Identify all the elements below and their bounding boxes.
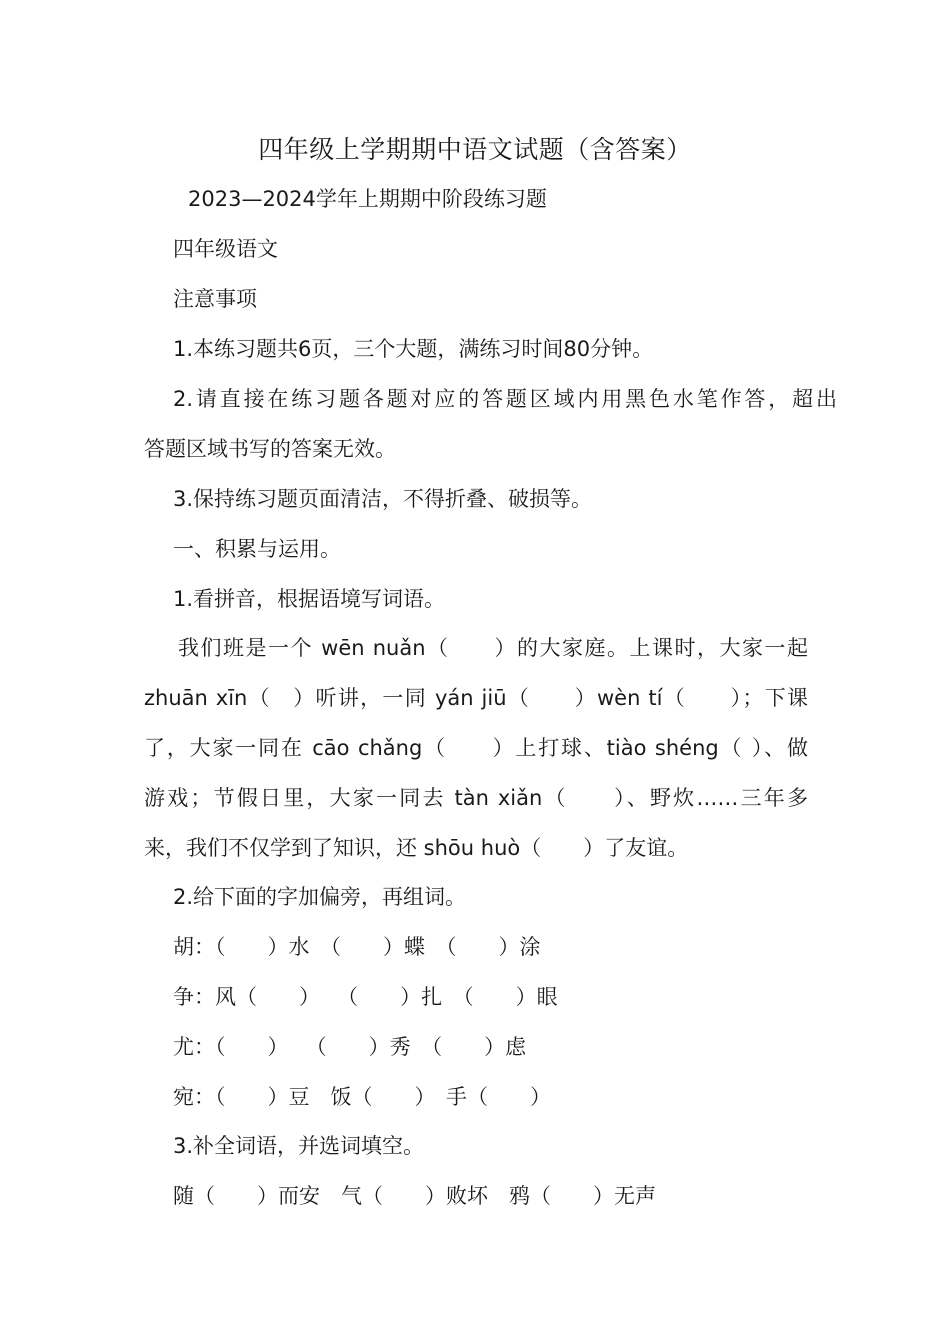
- question-2-row-2: 争：风（ ） （ ）扎 （ ）眼: [173, 985, 558, 1009]
- question-1-passage-line-5: 来，我们不仅学到了知识，还 shōu huò（ ）了友谊。: [144, 836, 689, 860]
- question-3-heading: 3.补全词语，并选词填空。: [173, 1134, 425, 1158]
- section-heading-1: 一、积累与运用。: [173, 537, 341, 561]
- question-1-passage-line-3: 了，大家一同在 cāo chǎng（ ）上打球、tiào shéng（ ）、做: [144, 736, 808, 760]
- notice-item-2-line-2: 答题区域书写的答案无效。: [144, 437, 396, 461]
- notice-item-1: 1.本练习题共6页，三个大题，满练习时间80分钟。: [173, 337, 654, 361]
- exam-subtitle: 2023—2024学年上期期中阶段练习题: [188, 187, 547, 211]
- document-title: 四年级上学期期中语文试题（含答案）: [258, 135, 692, 164]
- question-1-heading: 1.看拼音，根据语境写词语。: [173, 587, 446, 611]
- question-2-heading: 2.给下面的字加偏旁，再组词。: [173, 885, 467, 909]
- notice-item-3: 3.保持练习题页面清洁，不得折叠、破损等。: [173, 487, 593, 511]
- question-3-row-1: 随（ ）而安 气（ ）败坏 鸦（ ）无声: [173, 1184, 656, 1208]
- notice-heading: 注意事项: [173, 287, 257, 311]
- question-2-row-4: 宛：（ ）豆 饭（ ） 手（ ）: [173, 1085, 551, 1109]
- question-1-passage-line-2: zhuān xīn（ ）听讲，一同 yán jiū（ ）wèn tí（ ）；下课: [144, 686, 808, 710]
- question-1-passage-line-1: 我们班是一个 wēn nuǎn（ ）的大家庭。上课时，大家一起: [178, 636, 808, 660]
- notice-item-2-line-1: 2.请直接在练习题各题对应的答题区域内用黑色水笔作答，超出: [173, 387, 837, 411]
- question-2-row-1: 胡：（ ）水 （ ）蝶 （ ）涂: [173, 935, 541, 959]
- question-1-passage-line-4: 游戏；节假日里，大家一同去 tàn xiǎn（ ）、野炊……三年多: [144, 786, 808, 810]
- question-2-row-3: 尤：（ ） （ ）秀 （ ）虑: [173, 1035, 527, 1059]
- grade-subject: 四年级语文: [173, 237, 278, 261]
